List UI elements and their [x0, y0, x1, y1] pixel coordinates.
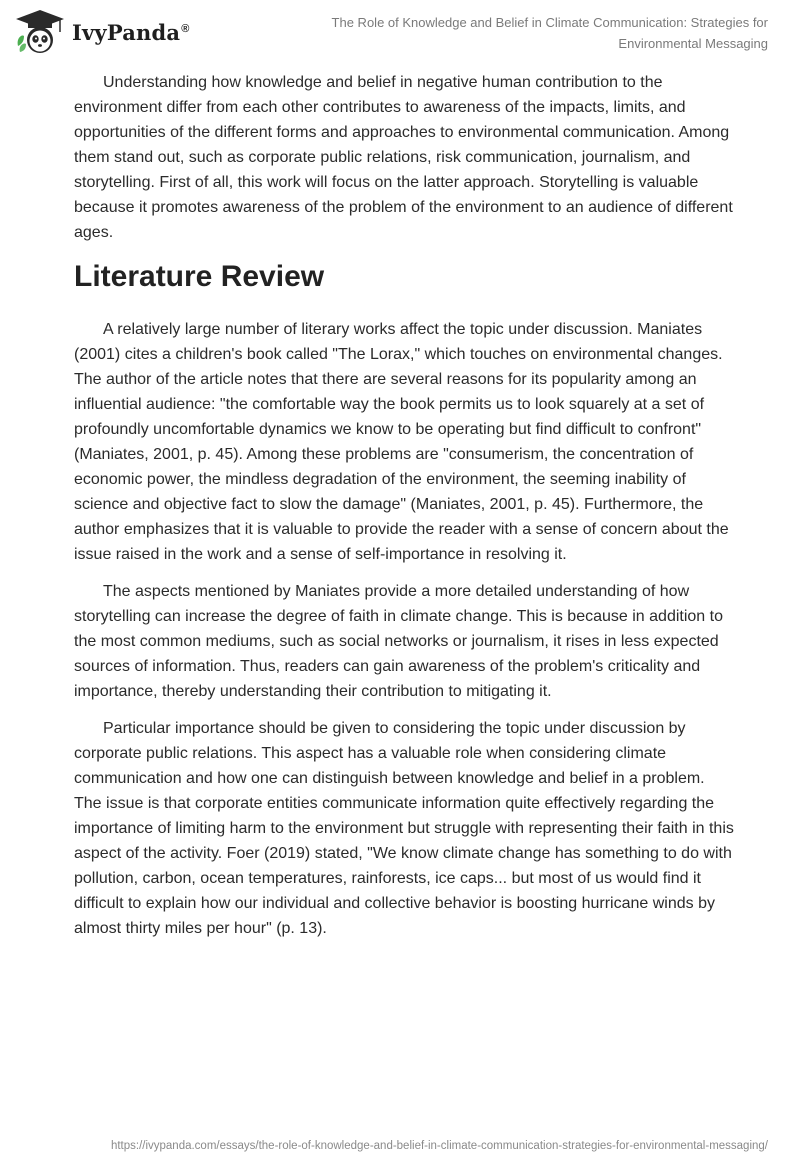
literature-paragraph-1: A relatively large number of literary works affect the topic under discussion. Maniates (2001) cites a children's book called "The Lorax," which touches on environmental changes. The author of the article notes that there are several reasons for its popularity among an influential audience: "the comfortable way the book permits us to look squarely at a set of profoundly uncomfortable dynamics we know to be operating but find difficult to confront" (Maniates, 2001, p. 45). Among these problems are "consumerism, the concentration of economic power, the mindless degradation of the environment, the seeming inability of science and objective fact to slow the damage" (Maniates, 2001, p. 45). Furthermore, the author emphasizes that it is valuable to provide the reader with a sense of concern about the issue raised in the work and a sense of self-importance in resolving it. — [74, 321, 729, 563]
literature-paragraph-3: Particular importance should be given to considering the topic under discussion by corporate public relations. This aspect has a valuable role when considering climate communication and how one can distinguish between knowledge and belief in a problem. The issue is that corporate entities communicate information quite effectively regarding the importance of limiting harm to the environment but struggle with representing their faith in this aspect of the activity. Foer (2019) stated, "We know climate change has something to do with pollution, carbon, ocean temperatures, rainforests, ice caps... but most of us would find it difficult to explain how our individual and collective behavior is boosting hurricane winds by almost thirty miles per hour" (p. 13). — [74, 720, 734, 937]
registered-mark: ® — [181, 22, 190, 35]
page-header — [0, 0, 800, 64]
ivypanda-logo[interactable] — [14, 8, 190, 56]
source-url[interactable]: https://ivypanda.com/essays/the-role-of-knowledge-and-belief-in-climate-communication-strategies-for-environmental-messaging/ — [110, 1140, 768, 1152]
panda-graduate-icon — [14, 8, 66, 56]
intro-paragraph: Understanding how knowledge and belief in negative human contribution to the environment differ from each other contributes to awareness of the impacts, limits, and opportunities of the different forms and approaches to environmental communication. Among them stand out, such as corporate public relations, risk communication, journalism, and storytelling. First of all, this work will focus on the latter approach. Storytelling is valuable because it promotes awareness of the problem of the environment to an audience of different ages. — [74, 74, 733, 241]
literature-paragraph-2: The aspects mentioned by Maniates provide a more detailed understanding of how storytelling can increase the degree of faith in climate change. This is because in addition to the most common mediums, such as social networks or journalism, it rises in less expected sources of information. Thus, readers can gain awareness of the problem's criticality and importance, thereby understanding their contribution to mitigating it. — [74, 583, 723, 700]
essay-content — [74, 70, 734, 953]
logo-wordmark: IvyPanda® — [72, 19, 190, 45]
section-heading-literature-review: Literature Review — [74, 260, 325, 293]
document-title: The Role of Knowledge and Belief in Climate Communication: Strategies for Environmental Messaging — [331, 15, 768, 51]
